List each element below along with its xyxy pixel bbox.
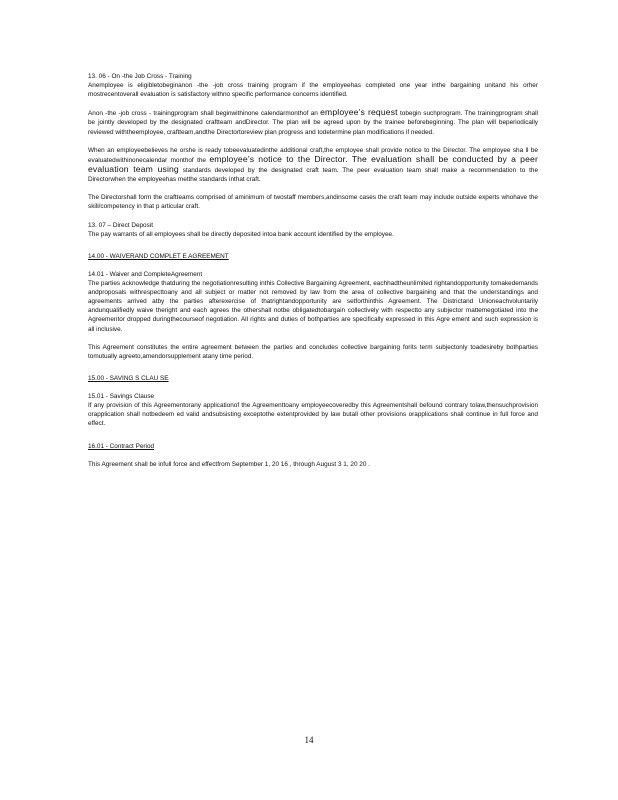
section-13-07-paragraph-1: The pay warrants of all employees shall be directly deposited intoa bank account identified by the employee.: [88, 230, 394, 238]
paragraph-3-text-c: standards developed by the designated craft team. The peer evaluation team shall make a recommendation to the Directorwhen the employeehas metthe standards inthat craft.: [88, 166, 539, 184]
section-15-00-heading: 15.00 - SAVING S CLAU SE: [88, 375, 169, 382]
section-13-06-paragraph-4: The Directorshall form the craftteams comprised of aminimum of twostaff members,andinsome cases the craft team may include outside experts whohave the skill/competency in that p articular craft.: [88, 194, 538, 211]
section-14-01-paragraph-1: The parties acknowledge thatduring the negotiationresulting inthis Collective Bargaining Agreement, eachhadtheunlimited rightandopportunity tomakedemands andproposals withrespecttoany and all subject or matter not removed by law from the area of collective bargaining and that the understandings and agreements arrived atby the parties afterexercise of thatrightandopportunity are setforthinthis Agreement. The Districtand Unioneachvoluntarily andunqualifiedly waive theright and each agrees the othershall notbe obligatedtobargain collectively with respectto any subjector mattemegotiated into the Agreementor dropped duringthecourseof negotiation. All rights and duties of bothparties are specifically expressed in this Agre ement and such expression is all inclusive.: [88, 280, 538, 333]
section-15-01-paragraph-1: If any provision of this Agreementorany applicationof the Agreementtoany employeecoveredby this Agreementshall befound contrary tolaw,thensuchprovision orapplication shall notbedeem ed valid andsubsisting exceptothe extentprovided by law butall other provisions orapplications shall continue in full force and effect.: [88, 402, 538, 428]
paragraph-3-text-b: employee’s notice to the Director. The evaluation shall be conducted by a peer evaluation team using: [88, 153, 538, 174]
section-14-01-heading: 14.01 - Waiver and CompleteAgreement: [88, 270, 203, 278]
section-13-06-paragraph-1: Anemployee is eligibletobeginanon -the -job cross training program if the employeehas completed one year inthe bargaining unitand his orher mostrecentoverall evaluation is satisfactory withno specific performance concerns identified.: [88, 82, 538, 99]
paragraph-2-text-a: Anon -the -job cross - trainingprogram shall beginwithinone calendarmonthof an: [88, 110, 318, 118]
section-15-01-heading: 15.01 - Savings Clause: [88, 393, 155, 401]
section-14-01-paragraph-2: This Agreement constitutes the entire agreement between the parties and concludes collective bargaining forits term subjectonly toadesireby bothparties tomutually agreeto,amendorsupplement atany time period.: [88, 343, 538, 360]
section-14-00-heading: 14.00 - WAIVERAND COMPLET E AGREEMENT: [88, 252, 229, 260]
page-number: 14: [304, 735, 314, 745]
paragraph-2-text-b: employee’s request: [320, 107, 398, 118]
section-16-01-paragraph-1: This Agreement shall be infull force and effectfrom September 1, 20 16 , through August 3 1, 20 20 .: [88, 460, 370, 468]
section-13-06-heading: 13. 06 - On -the Job Cross - Training: [88, 73, 192, 80]
section-13-06-paragraph-2: [88, 108, 538, 136]
section-16-01-heading: 16.01 - Contract Period: [88, 442, 155, 450]
paragraph-3-text-a: When an employeebelieves he orshe is ready tobeevaluatedinthe additional craft,the employee shall provide notice to the Director. The employee sha ll be evaluatedwithinonecalendar monthof the: [88, 146, 538, 164]
section-13-07-heading: 13. 07 – Direct Deposit: [88, 221, 154, 229]
paragraph-2-text-c: tobegin suchprogram. The trainingprogram shall be jointly developed by the designated craftteam andDirector. The plan will be agreed upon by the trainee beforebeginning. The plan will beperiodically reviewed withtheemployee, craftteam,andthe Directortoreview plan progress and todetermine plan modifications if needed.: [88, 110, 538, 136]
section-13-06-paragraph-3: [88, 146, 538, 184]
page-content: [88, 72, 538, 469]
